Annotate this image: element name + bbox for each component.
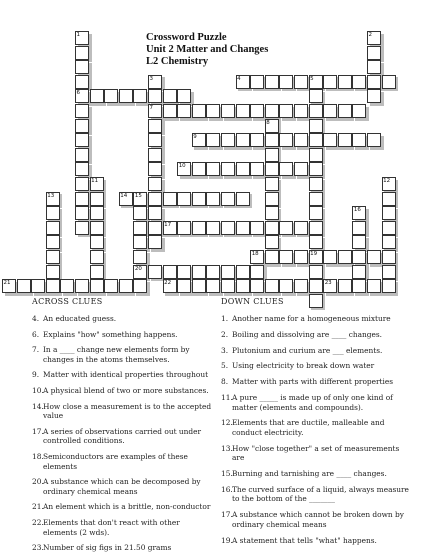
clue-item: [221, 314, 411, 324]
crossword-cell[interactable]: [221, 279, 235, 293]
clue-item: [221, 346, 411, 356]
crossword-cell[interactable]: [309, 133, 323, 147]
crossword-cell[interactable]: [382, 250, 396, 264]
crossword-cell[interactable]: [148, 133, 162, 147]
clue-item: [32, 502, 216, 512]
clue-number: 8.: [221, 377, 229, 387]
puzzle-title: [146, 32, 268, 68]
crossword-cell[interactable]: [294, 133, 308, 147]
clue-text: Matter with identical properties throughout: [43, 370, 209, 380]
crossword-cell[interactable]: [221, 265, 235, 279]
crossword-cell[interactable]: [46, 235, 60, 249]
crossword-cell[interactable]: [367, 75, 381, 89]
crossword-cell[interactable]: [367, 46, 381, 60]
crossword-cell[interactable]: [279, 162, 293, 176]
crossword-cell[interactable]: [148, 119, 162, 133]
clue-item: [221, 377, 411, 387]
crossword-cell[interactable]: [236, 265, 250, 279]
crossword-cell[interactable]: [294, 250, 308, 264]
clue-number: 15.: [221, 469, 233, 479]
clue-item: [221, 361, 411, 371]
clue-item: [221, 485, 411, 504]
crossword-cell[interactable]: [367, 250, 381, 264]
crossword-cell[interactable]: [148, 265, 162, 279]
clue-text: A physical blend of two or more substances.: [43, 385, 209, 395]
crossword-cell[interactable]: [265, 206, 279, 220]
clue-text: Elements that are ductile, malleable and conduct electricity.: [232, 418, 385, 437]
clue-item: [221, 444, 411, 463]
crossword-cell[interactable]: [148, 89, 162, 103]
crossword-cell[interactable]: [163, 221, 177, 235]
crossword-cell[interactable]: [338, 75, 352, 89]
clue-item: [32, 543, 216, 553]
crossword-cell[interactable]: [221, 104, 235, 118]
crossword-cell[interactable]: [309, 250, 323, 264]
clue-number-label: 19: [310, 251, 318, 257]
crossword-cell[interactable]: [75, 206, 89, 220]
crossword-cell[interactable]: [75, 60, 89, 74]
crossword-cell[interactable]: [352, 133, 366, 147]
crossword-cell[interactable]: [119, 279, 133, 293]
crossword-cell[interactable]: [104, 89, 118, 103]
crossword-cell[interactable]: [2, 279, 16, 293]
crossword-cell[interactable]: [250, 104, 264, 118]
title-line-1: Crossword Puzzle: [146, 32, 227, 43]
crossword-cell[interactable]: [294, 75, 308, 89]
crossword-cell[interactable]: [382, 235, 396, 249]
crossword-cell[interactable]: [265, 279, 279, 293]
crossword-cell[interactable]: [192, 162, 206, 176]
crossword-cell[interactable]: [177, 265, 191, 279]
clue-text: An element which is a brittle, non-conductor: [43, 502, 211, 512]
crossword-cell[interactable]: [75, 75, 89, 89]
clue-text: Elements that don't react with other elements (2 wds).: [43, 517, 180, 537]
clue-number-label: 6: [76, 90, 80, 97]
crossword-cell[interactable]: [338, 250, 352, 264]
clue-number: 23.: [32, 543, 44, 553]
crossword-cell[interactable]: [265, 162, 279, 176]
crossword-cell[interactable]: [250, 221, 264, 235]
crossword-cell[interactable]: [177, 162, 191, 176]
crossword-cell[interactable]: [382, 221, 396, 235]
clue-text: Explains "how" something happens.: [43, 329, 178, 339]
crossword-cell[interactable]: [323, 279, 337, 293]
clue-number: 22.: [32, 517, 44, 527]
clue-number: 2.: [221, 329, 229, 339]
clue-item: [32, 386, 216, 396]
crossword-cell[interactable]: [133, 192, 147, 206]
crossword-cell[interactable]: [75, 119, 89, 133]
crossword-cell[interactable]: [133, 206, 147, 220]
clue-number: 5.: [221, 361, 229, 371]
crossword-cell[interactable]: [206, 279, 220, 293]
crossword-cell[interactable]: [148, 75, 162, 89]
crossword-cell[interactable]: [75, 104, 89, 118]
crossword-cell[interactable]: [338, 104, 352, 118]
crossword-cell[interactable]: [133, 250, 147, 264]
crossword-cell[interactable]: [90, 206, 104, 220]
crossword-cell[interactable]: [206, 221, 220, 235]
clue-number-label: 12: [383, 178, 391, 184]
crossword-cell[interactable]: [236, 192, 250, 206]
crossword-cell[interactable]: [309, 265, 323, 279]
crossword-cell[interactable]: [206, 192, 220, 206]
crossword-cell[interactable]: [367, 133, 381, 147]
crossword-cell[interactable]: [382, 265, 396, 279]
clue-number: 1.: [221, 314, 229, 323]
crossword-cell[interactable]: [75, 162, 89, 176]
across-clues: [32, 297, 216, 554]
clue-number-label: 10: [178, 163, 186, 170]
clue-number: 12.: [221, 418, 233, 428]
crossword-cell[interactable]: [250, 133, 264, 147]
clue-number: 3.: [221, 345, 229, 355]
crossword-cell[interactable]: [250, 75, 264, 89]
crossword-cell[interactable]: [177, 104, 191, 118]
crossword-cell[interactable]: [221, 221, 235, 235]
clue-number-label: 14: [120, 192, 128, 199]
crossword-cell[interactable]: [279, 104, 293, 118]
crossword-cell[interactable]: [163, 89, 177, 103]
clue-number: 17.: [221, 510, 233, 520]
crossword-cell[interactable]: [294, 221, 308, 235]
crossword-cell[interactable]: [75, 221, 89, 235]
crossword-cell[interactable]: [250, 162, 264, 176]
title-line-3: L2 Chemistry: [146, 56, 209, 67]
crossword-cell[interactable]: [352, 250, 366, 264]
crossword-cell[interactable]: [192, 221, 206, 235]
crossword-cell[interactable]: [90, 89, 104, 103]
clue-number: 18.: [32, 451, 44, 461]
crossword-cell[interactable]: [352, 235, 366, 249]
crossword-cell[interactable]: [75, 177, 89, 191]
crossword-cell[interactable]: [250, 265, 264, 279]
clue-text: An educated guess.: [43, 314, 117, 323]
clue-number: 9.: [32, 370, 40, 380]
crossword-cell[interactable]: [46, 206, 60, 220]
crossword-cell[interactable]: [309, 89, 323, 103]
crossword-cell[interactable]: [177, 279, 191, 293]
crossword-cell[interactable]: [367, 89, 381, 103]
crossword-cell[interactable]: [265, 119, 279, 133]
clue-number: 4.: [32, 314, 40, 323]
crossword-cell[interactable]: [323, 75, 337, 89]
clue-item: [32, 345, 216, 364]
crossword-cell[interactable]: [46, 192, 60, 206]
clue-number-label: 9: [193, 134, 197, 141]
across-heading: ACROSS CLUES: [32, 297, 103, 306]
crossword-cell[interactable]: [148, 148, 162, 162]
crossword-cell[interactable]: [206, 133, 220, 147]
crossword-cell[interactable]: [46, 250, 60, 264]
crossword-cell[interactable]: [265, 133, 279, 147]
clue-text: A substance which cannot be broken down by ordinary chemical means: [232, 510, 404, 529]
crossword-cell[interactable]: [309, 119, 323, 133]
crossword-cell[interactable]: [279, 133, 293, 147]
crossword-cell[interactable]: [163, 192, 177, 206]
title-line-2: Unit 2 Matter and Changes: [146, 44, 269, 55]
clue-item: [221, 330, 411, 340]
crossword-cell[interactable]: [323, 250, 337, 264]
clue-number-label: 3: [149, 75, 153, 82]
crossword-cell[interactable]: [148, 221, 162, 235]
crossword-cell[interactable]: [221, 192, 235, 206]
clue-item: [221, 418, 411, 437]
crossword-cell[interactable]: [192, 192, 206, 206]
crossword-cell[interactable]: [250, 250, 264, 264]
crossword-cell[interactable]: [133, 279, 147, 293]
crossword-cell[interactable]: [367, 31, 381, 45]
clue-number-label: 1: [76, 32, 80, 38]
crossword-cell[interactable]: [133, 89, 147, 103]
crossword-cell[interactable]: [75, 31, 89, 45]
crossword-cell[interactable]: [279, 250, 293, 264]
crossword-cell[interactable]: [163, 265, 177, 279]
clue-number-label: 13: [47, 192, 55, 199]
clue-text: Matter with parts with different properties: [232, 377, 394, 387]
crossword-cell[interactable]: [309, 75, 323, 89]
crossword-cell[interactable]: [192, 279, 206, 293]
clue-number-label: 23: [324, 280, 332, 287]
crossword-cell[interactable]: [352, 206, 366, 220]
down-heading: DOWN CLUES: [221, 297, 284, 306]
crossword-cell[interactable]: [382, 279, 396, 293]
crossword-cell[interactable]: [75, 192, 89, 206]
crossword-cell[interactable]: [352, 265, 366, 279]
clue-item: [221, 536, 411, 546]
crossword-cell[interactable]: [309, 104, 323, 118]
clue-item: [221, 469, 411, 479]
clue-item: [32, 518, 216, 537]
crossword-cell[interactable]: [236, 279, 250, 293]
crossword-cell[interactable]: [294, 279, 308, 293]
clue-number: 10.: [32, 385, 44, 395]
crossword-cell[interactable]: [279, 221, 293, 235]
crossword-cell[interactable]: [192, 104, 206, 118]
clue-text: Boiling and dissolving are ____ changes.: [232, 329, 383, 339]
clue-number: 19.: [221, 535, 233, 545]
clue-text: A substance which can be decomposed by ordinary chemical means: [43, 477, 201, 496]
crossword-cell[interactable]: [382, 177, 396, 191]
crossword-cell[interactable]: [367, 60, 381, 74]
crossword-cell[interactable]: [90, 192, 104, 206]
crossword-cell[interactable]: [119, 89, 133, 103]
clue-text: Using electricity to break down water: [232, 361, 375, 371]
clue-number-label: 7: [149, 105, 153, 111]
crossword-cell[interactable]: [309, 221, 323, 235]
crossword-cell[interactable]: [90, 177, 104, 191]
crossword-cell[interactable]: [309, 279, 323, 293]
crossword-cell[interactable]: [352, 221, 366, 235]
crossword-cell[interactable]: [177, 221, 191, 235]
crossword-cell[interactable]: [250, 279, 264, 293]
crossword-cell[interactable]: [265, 148, 279, 162]
clue-number: 14.: [32, 401, 44, 411]
clue-text: A pure _____ is made up of only one kind of matter (elements and compounds).: [232, 392, 393, 412]
crossword-cell[interactable]: [163, 279, 177, 293]
clue-number: 21.: [32, 502, 44, 512]
crossword-cell[interactable]: [133, 221, 147, 235]
crossword-cell[interactable]: [90, 250, 104, 264]
crossword-cell[interactable]: [265, 75, 279, 89]
crossword-cell[interactable]: [31, 279, 45, 293]
crossword-cell[interactable]: [90, 221, 104, 235]
clue-number-label: 17: [164, 221, 172, 228]
clue-number-label: 4: [237, 75, 241, 82]
clue-text: A statement that tells "what" happens.: [232, 535, 377, 545]
crossword-cell[interactable]: [206, 104, 220, 118]
crossword-cell[interactable]: [148, 206, 162, 220]
clue-number-label: 21: [3, 280, 11, 287]
crossword-cell[interactable]: [46, 221, 60, 235]
clue-number-label: 11: [91, 178, 99, 184]
crossword-cell[interactable]: [148, 162, 162, 176]
crossword-cell[interactable]: [236, 221, 250, 235]
crossword-cell[interactable]: [192, 133, 206, 147]
crossword-cell[interactable]: [221, 133, 235, 147]
clue-text: Burning and tarnishing are ____ changes.: [232, 469, 387, 479]
crossword-cell[interactable]: [75, 148, 89, 162]
crossword-cell[interactable]: [382, 192, 396, 206]
crossword-cell[interactable]: [309, 206, 323, 220]
crossword-cell[interactable]: [382, 206, 396, 220]
down-clues: [221, 297, 411, 551]
crossword-cell[interactable]: [338, 133, 352, 147]
crossword-cell[interactable]: [309, 192, 323, 206]
crossword-cell[interactable]: [382, 75, 396, 89]
crossword-cell[interactable]: [236, 104, 250, 118]
clue-number-label: 20: [134, 265, 142, 272]
clue-number: 13.: [221, 443, 233, 453]
crossword-cell[interactable]: [192, 265, 206, 279]
crossword-cell[interactable]: [265, 104, 279, 118]
crossword-cell[interactable]: [323, 133, 337, 147]
clue-text: Plutonium and curium are ___ elements.: [232, 345, 383, 355]
crossword-cell[interactable]: [265, 192, 279, 206]
clue-item: [32, 452, 216, 471]
clue-text: In a ____ change new elements form by changes in the atoms themselves.: [43, 345, 190, 364]
crossword-cell[interactable]: [265, 235, 279, 249]
clue-number: 20.: [32, 477, 44, 487]
clue-number-label: 2: [368, 32, 372, 38]
clue-number-label: 15: [134, 192, 142, 199]
clue-item: [32, 477, 216, 496]
clue-item: [32, 330, 216, 340]
crossword-cell[interactable]: [133, 235, 147, 249]
crossword-cell[interactable]: [90, 235, 104, 249]
crossword-cell[interactable]: [352, 75, 366, 89]
clue-text: Semiconductors are examples of these elements: [43, 451, 188, 471]
clue-item: [32, 402, 216, 421]
crossword-cell[interactable]: [265, 250, 279, 264]
crossword-cell[interactable]: [206, 162, 220, 176]
crossword-cell[interactable]: [309, 177, 323, 191]
crossword-cell[interactable]: [279, 279, 293, 293]
crossword-cell[interactable]: [46, 279, 60, 293]
clue-number: 11.: [221, 392, 233, 402]
crossword-cell[interactable]: [352, 104, 366, 118]
crossword-cell[interactable]: [294, 162, 308, 176]
crossword-cell[interactable]: [75, 279, 89, 293]
crossword-cell[interactable]: [163, 104, 177, 118]
crossword-cell[interactable]: [177, 192, 191, 206]
clue-number: 17.: [32, 426, 44, 436]
crossword-cell[interactable]: [75, 133, 89, 147]
clue-text: How close a measurement is to the accepted value: [43, 401, 212, 421]
crossword-cell[interactable]: [148, 104, 162, 118]
crossword-cell[interactable]: [75, 46, 89, 60]
crossword-cell[interactable]: [323, 104, 337, 118]
crossword-cell[interactable]: [309, 148, 323, 162]
clue-text: Number of sig figs in 21.50 grams: [43, 543, 172, 553]
crossword-cell[interactable]: [206, 265, 220, 279]
crossword-cell[interactable]: [17, 279, 31, 293]
crossword-cell[interactable]: [236, 162, 250, 176]
clue-number-label: 18: [251, 251, 259, 257]
clue-number: 7.: [32, 345, 40, 355]
clue-number-label: 16: [353, 207, 361, 214]
crossword-cell[interactable]: [90, 279, 104, 293]
clue-item: [221, 393, 411, 412]
crossword-cell[interactable]: [265, 177, 279, 191]
crossword-cell[interactable]: [236, 133, 250, 147]
crossword-cell[interactable]: [104, 279, 118, 293]
clue-text: A series of observations carried out under controlled conditions.: [43, 426, 202, 446]
crossword-cell[interactable]: [236, 75, 250, 89]
crossword-cell[interactable]: [46, 265, 60, 279]
clue-number: 16.: [221, 484, 233, 494]
crossword-cell[interactable]: [133, 265, 147, 279]
crossword-cell[interactable]: [352, 279, 366, 293]
clue-number: 6.: [32, 329, 40, 339]
clue-item: [32, 427, 216, 446]
crossword-cell[interactable]: [177, 89, 191, 103]
clue-text: Another name for a homogeneous mixture: [232, 314, 391, 323]
crossword-cell[interactable]: [119, 192, 133, 206]
crossword-cell[interactable]: [309, 235, 323, 249]
crossword-cell[interactable]: [75, 89, 89, 103]
crossword-cell[interactable]: [309, 162, 323, 176]
crossword-cell[interactable]: [148, 177, 162, 191]
crossword-cell[interactable]: [338, 279, 352, 293]
clue-number-label: 8: [266, 119, 270, 126]
crossword-cell[interactable]: [367, 279, 381, 293]
clue-text: The curved surface of a liquid, always measure to the bottom of the _______: [232, 484, 409, 504]
crossword-cell[interactable]: [90, 265, 104, 279]
crossword-cell[interactable]: [265, 221, 279, 235]
clue-number-label: 22: [164, 280, 172, 287]
crossword-cell[interactable]: [279, 75, 293, 89]
crossword-cell[interactable]: [60, 279, 74, 293]
crossword-cell[interactable]: [294, 104, 308, 118]
clue-item: [32, 370, 216, 380]
clue-text: How "close together" a set of measurements are: [232, 443, 400, 463]
clue-item: [32, 314, 216, 324]
clue-number-label: 5: [310, 75, 314, 82]
crossword-cell[interactable]: [148, 192, 162, 206]
crossword-cell[interactable]: [221, 162, 235, 176]
clue-item: [221, 510, 411, 529]
crossword-cell[interactable]: [148, 235, 162, 249]
